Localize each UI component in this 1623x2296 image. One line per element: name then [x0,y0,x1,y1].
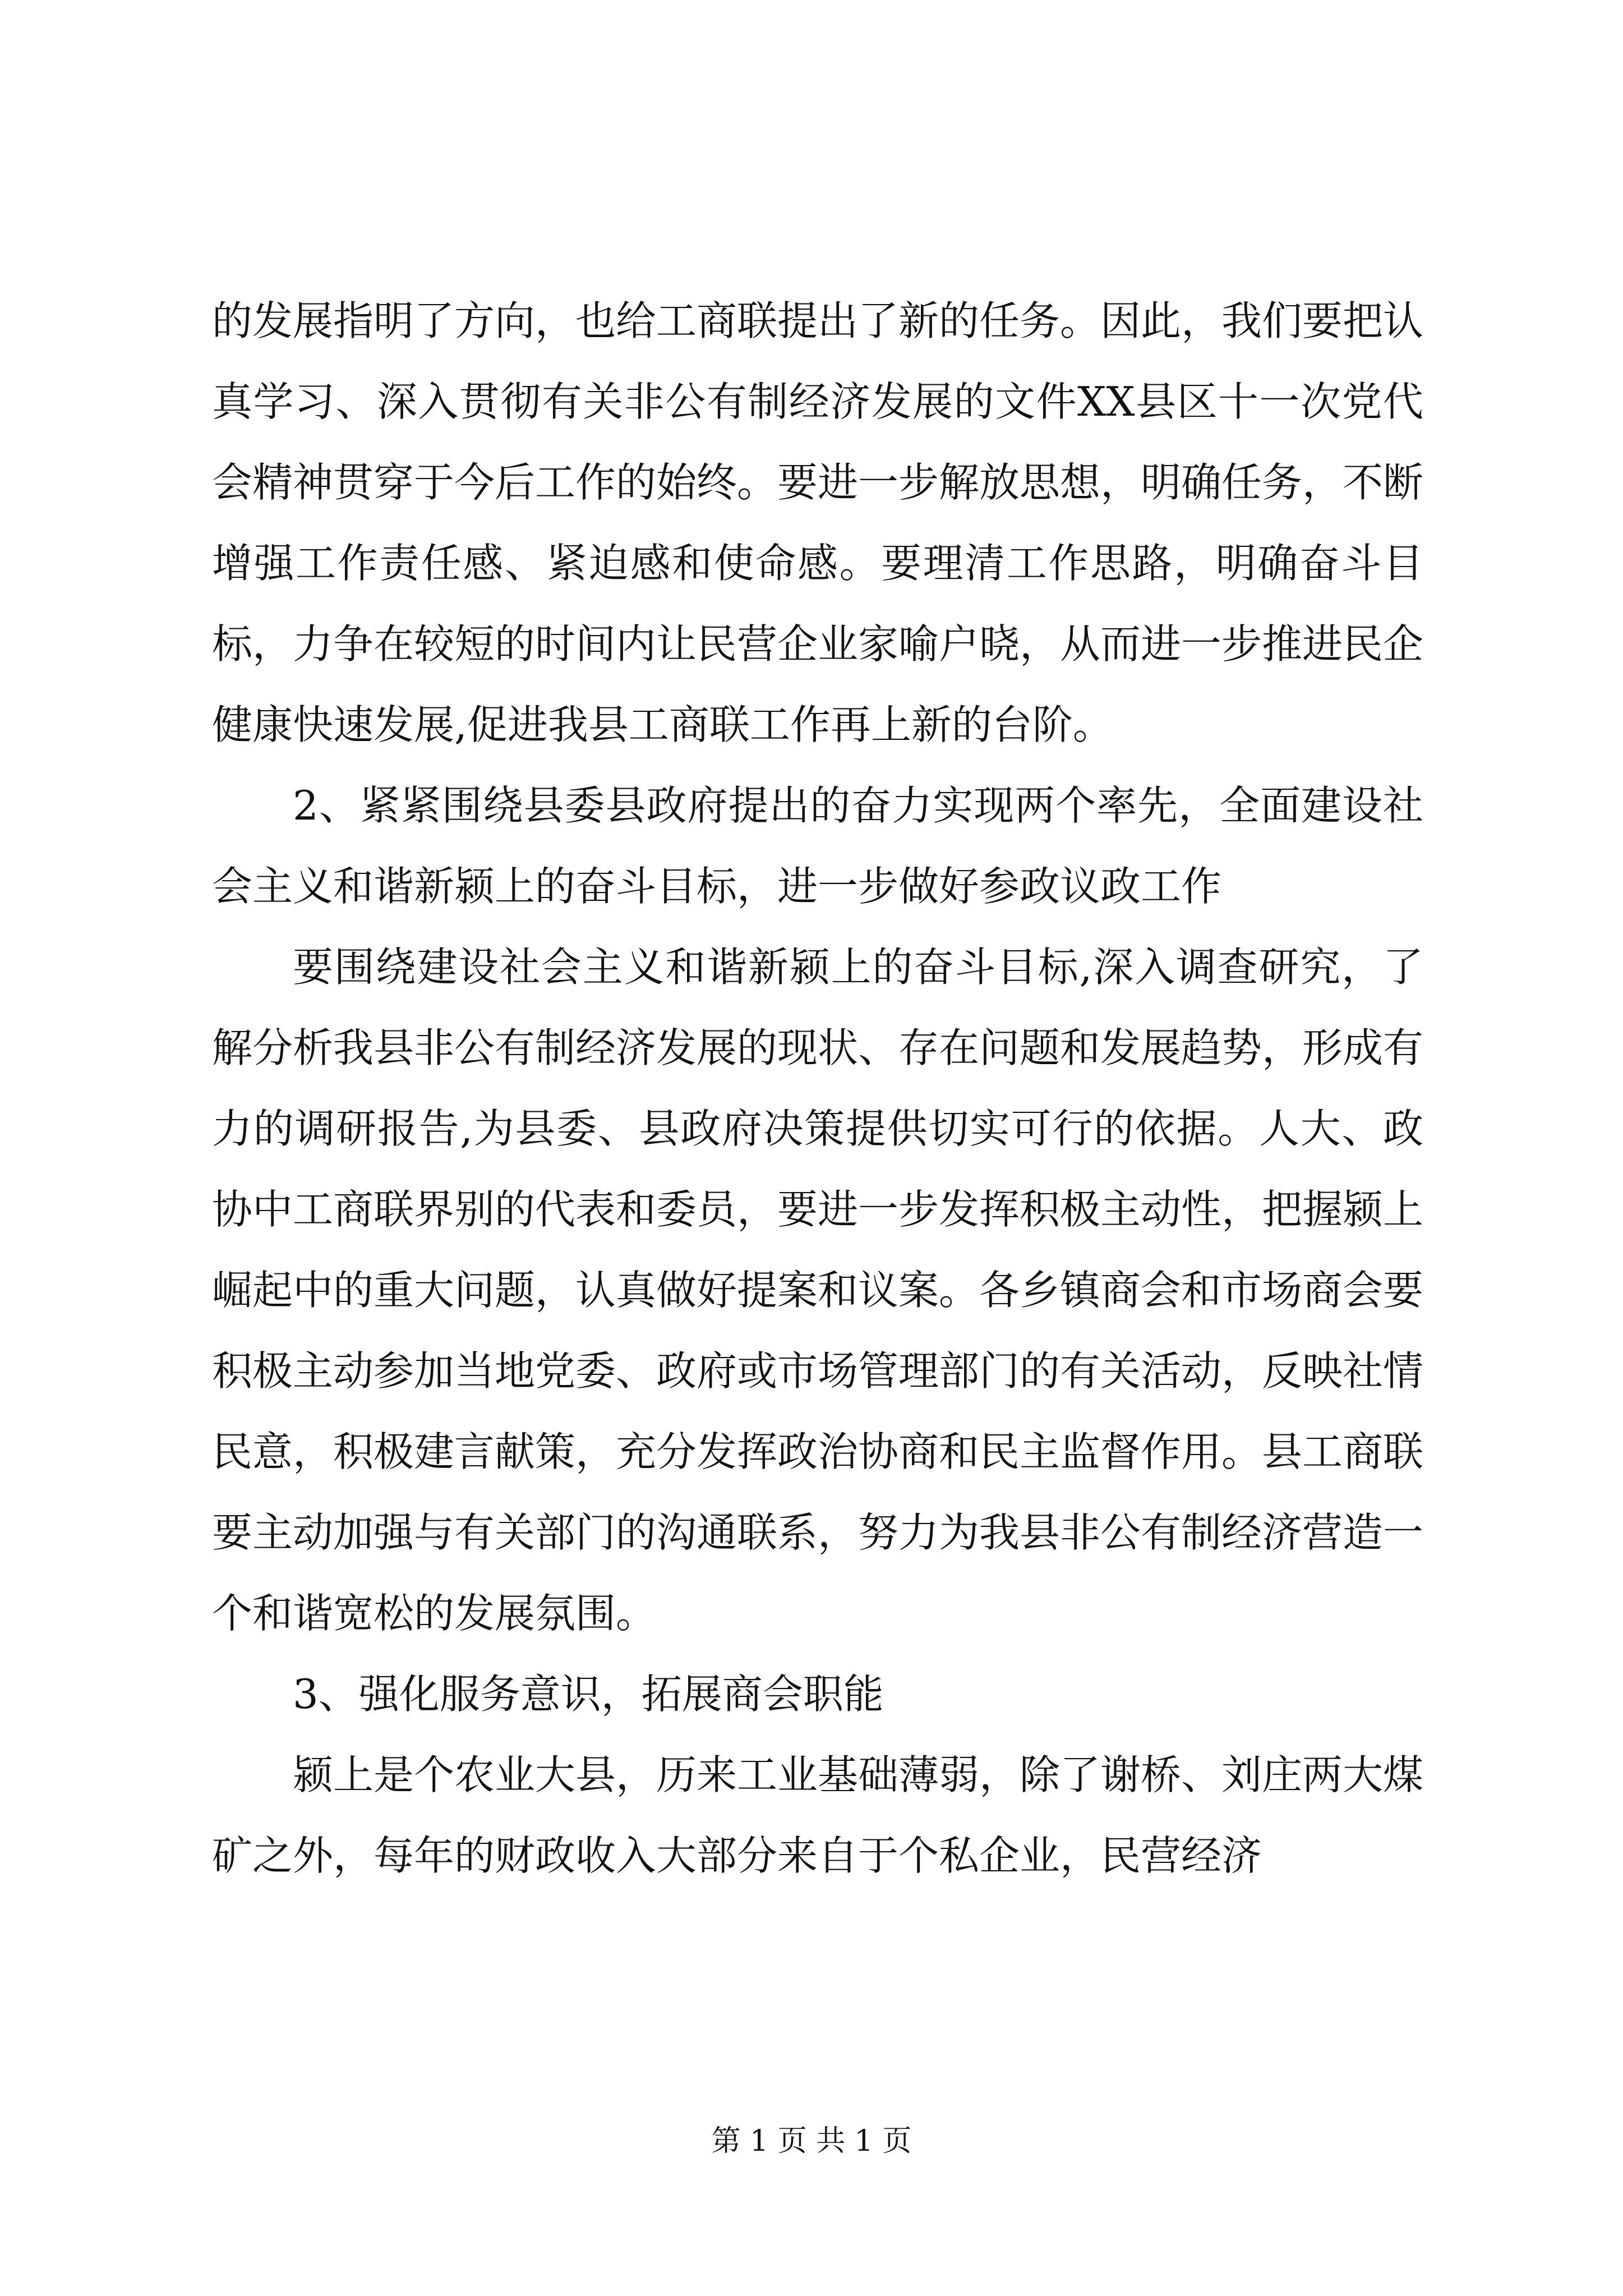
document-body [212,280,1423,1896]
paragraph-item-3-body: 颍上是个农业大县，历来工业基础薄弱，除了谢桥、刘庄两大煤矿之外，每年的财政收入大部分来自于个私企业，民营经济 [212,1751,1424,1879]
heading-item-2: 2、紧紧围绕县委县政府提出的奋力实现两个率先，全面建设社会主义和谐新颍上的奋斗目标，进一步做好参政议政工作 [212,782,1423,910]
page-number-footer: 第 1 页 共 1 页 [711,2124,912,2158]
paragraph-continuation: 的发展指明了方向，也给工商联提出了新的任务。因此，我们要把认真学习、深入贯彻有关非公有制经济发展的文件XX县区十一次党代会精神贯穿于今后工作的始终。要进一步解放思想，明确任务，不断增强工作责任感、紧迫感和使命感。要理清工作思路，明确奋斗目标，力争在较短的时间内让民营企业家喻户晓，从而进一步推进民企健康快速发展,促进我县工商联工作再上新的台阶。 [212,297,1424,748]
heading-item-3: 3、强化服务意识，拓展商会职能 [293,1671,884,1718]
paragraph-item-2-body: 要围绕建设社会主义和谐新颍上的奋斗目标,深入调查研究，了解分析我县非公有制经济发展的现状、存在问题和发展趋势，形成有力的调研报告,为县委、县政府决策提供切实可行的依据。人大、政协中工商联界别的代表和委员，要进一步发挥积极主动性，把握颍上崛起中的重大问题，认真做好提案和议案。各乡镇商会和市场商会要积极主动参加当地党委、政府或市场管理部门的有关活动，反映社情民意，积极建言献策，充分发挥政治协商和民主监督作用。县工商联要主动加强与有关部门的沟通联系，努力为我县非公有制经济营造一个和谐宽松的发展氛围。 [212,944,1424,1637]
